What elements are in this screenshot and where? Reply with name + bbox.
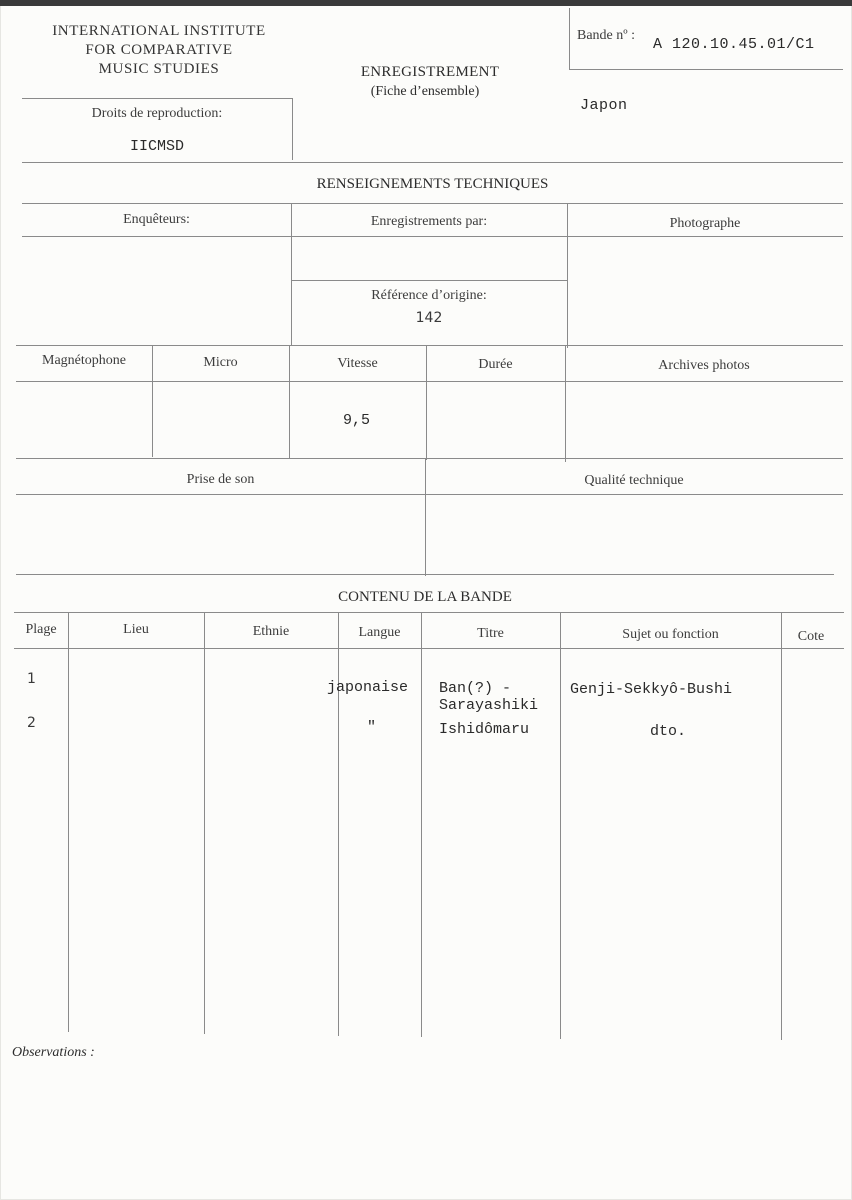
row-1-langue: japonaise — [327, 679, 409, 696]
col-cote: Cote — [797, 629, 825, 644]
duree-label: Durée — [478, 357, 513, 372]
vitesse-label: Vitesse — [337, 356, 378, 371]
form-subtitle: (Fiche d’ensemble) — [370, 84, 480, 99]
row-1-sujet: Genji-Sekkyô-Bushi — [570, 681, 733, 698]
institute-line-1: INTERNATIONAL INSTITUTE — [52, 23, 266, 39]
archives-photos-label: Archives photos — [658, 358, 750, 373]
row-1-plage: 1 — [27, 671, 36, 687]
col-langue: Langue — [358, 625, 401, 640]
photographe-label: Photographe — [669, 216, 741, 231]
row-2-titre: Ishidômaru — [439, 721, 530, 738]
reference-label: Référence d’origine: — [371, 288, 487, 303]
row-2-langue: " — [367, 719, 377, 736]
col-lieu: Lieu — [123, 622, 149, 637]
row-1-titre-line-1: Ban(?) - — [439, 680, 512, 697]
reference-value: 142 — [415, 310, 443, 326]
country-value: Japon — [580, 97, 628, 114]
prise-de-son-label: Prise de son — [186, 472, 255, 487]
enregistrements-label: Enregistrements par: — [370, 214, 488, 229]
technique-section-title: RENSEIGNEMENTS TECHNIQUES — [316, 176, 549, 192]
col-titre: Titre — [477, 626, 504, 641]
col-plage: Plage — [25, 622, 57, 637]
institute-line-2: FOR COMPARATIVE — [85, 42, 233, 58]
row-1-titre-line-2: Sarayashiki — [439, 697, 539, 714]
institute-line-3: MUSIC STUDIES — [98, 61, 220, 77]
droits-label: Droits de reproduction: — [91, 106, 223, 121]
form-title: ENREGISTREMENT — [360, 64, 500, 80]
col-ethnie: Ethnie — [252, 624, 290, 639]
qualite-technique-label: Qualité technique — [584, 473, 684, 488]
row-2-plage: 2 — [27, 715, 36, 731]
vitesse-value: 9,5 — [343, 412, 371, 429]
contenu-section-title: CONTENU DE LA BANDE — [338, 589, 512, 605]
bande-number: A 120.10.45.01/C1 — [653, 36, 815, 53]
institute-name — [14, 22, 304, 79]
row-2-sujet: dto. — [650, 723, 687, 740]
magnetophone-label: Magnétophone — [42, 353, 126, 368]
col-sujet: Sujet ou fonction — [622, 627, 719, 642]
bande-label: Bande nº : — [577, 28, 635, 43]
droits-value: IICMSD — [129, 138, 184, 155]
enqueteurs-label: Enquêteurs: — [123, 212, 190, 227]
scan-top-edge — [0, 0, 852, 6]
observations-label: Observations : — [12, 1045, 95, 1060]
micro-label: Micro — [203, 355, 238, 370]
